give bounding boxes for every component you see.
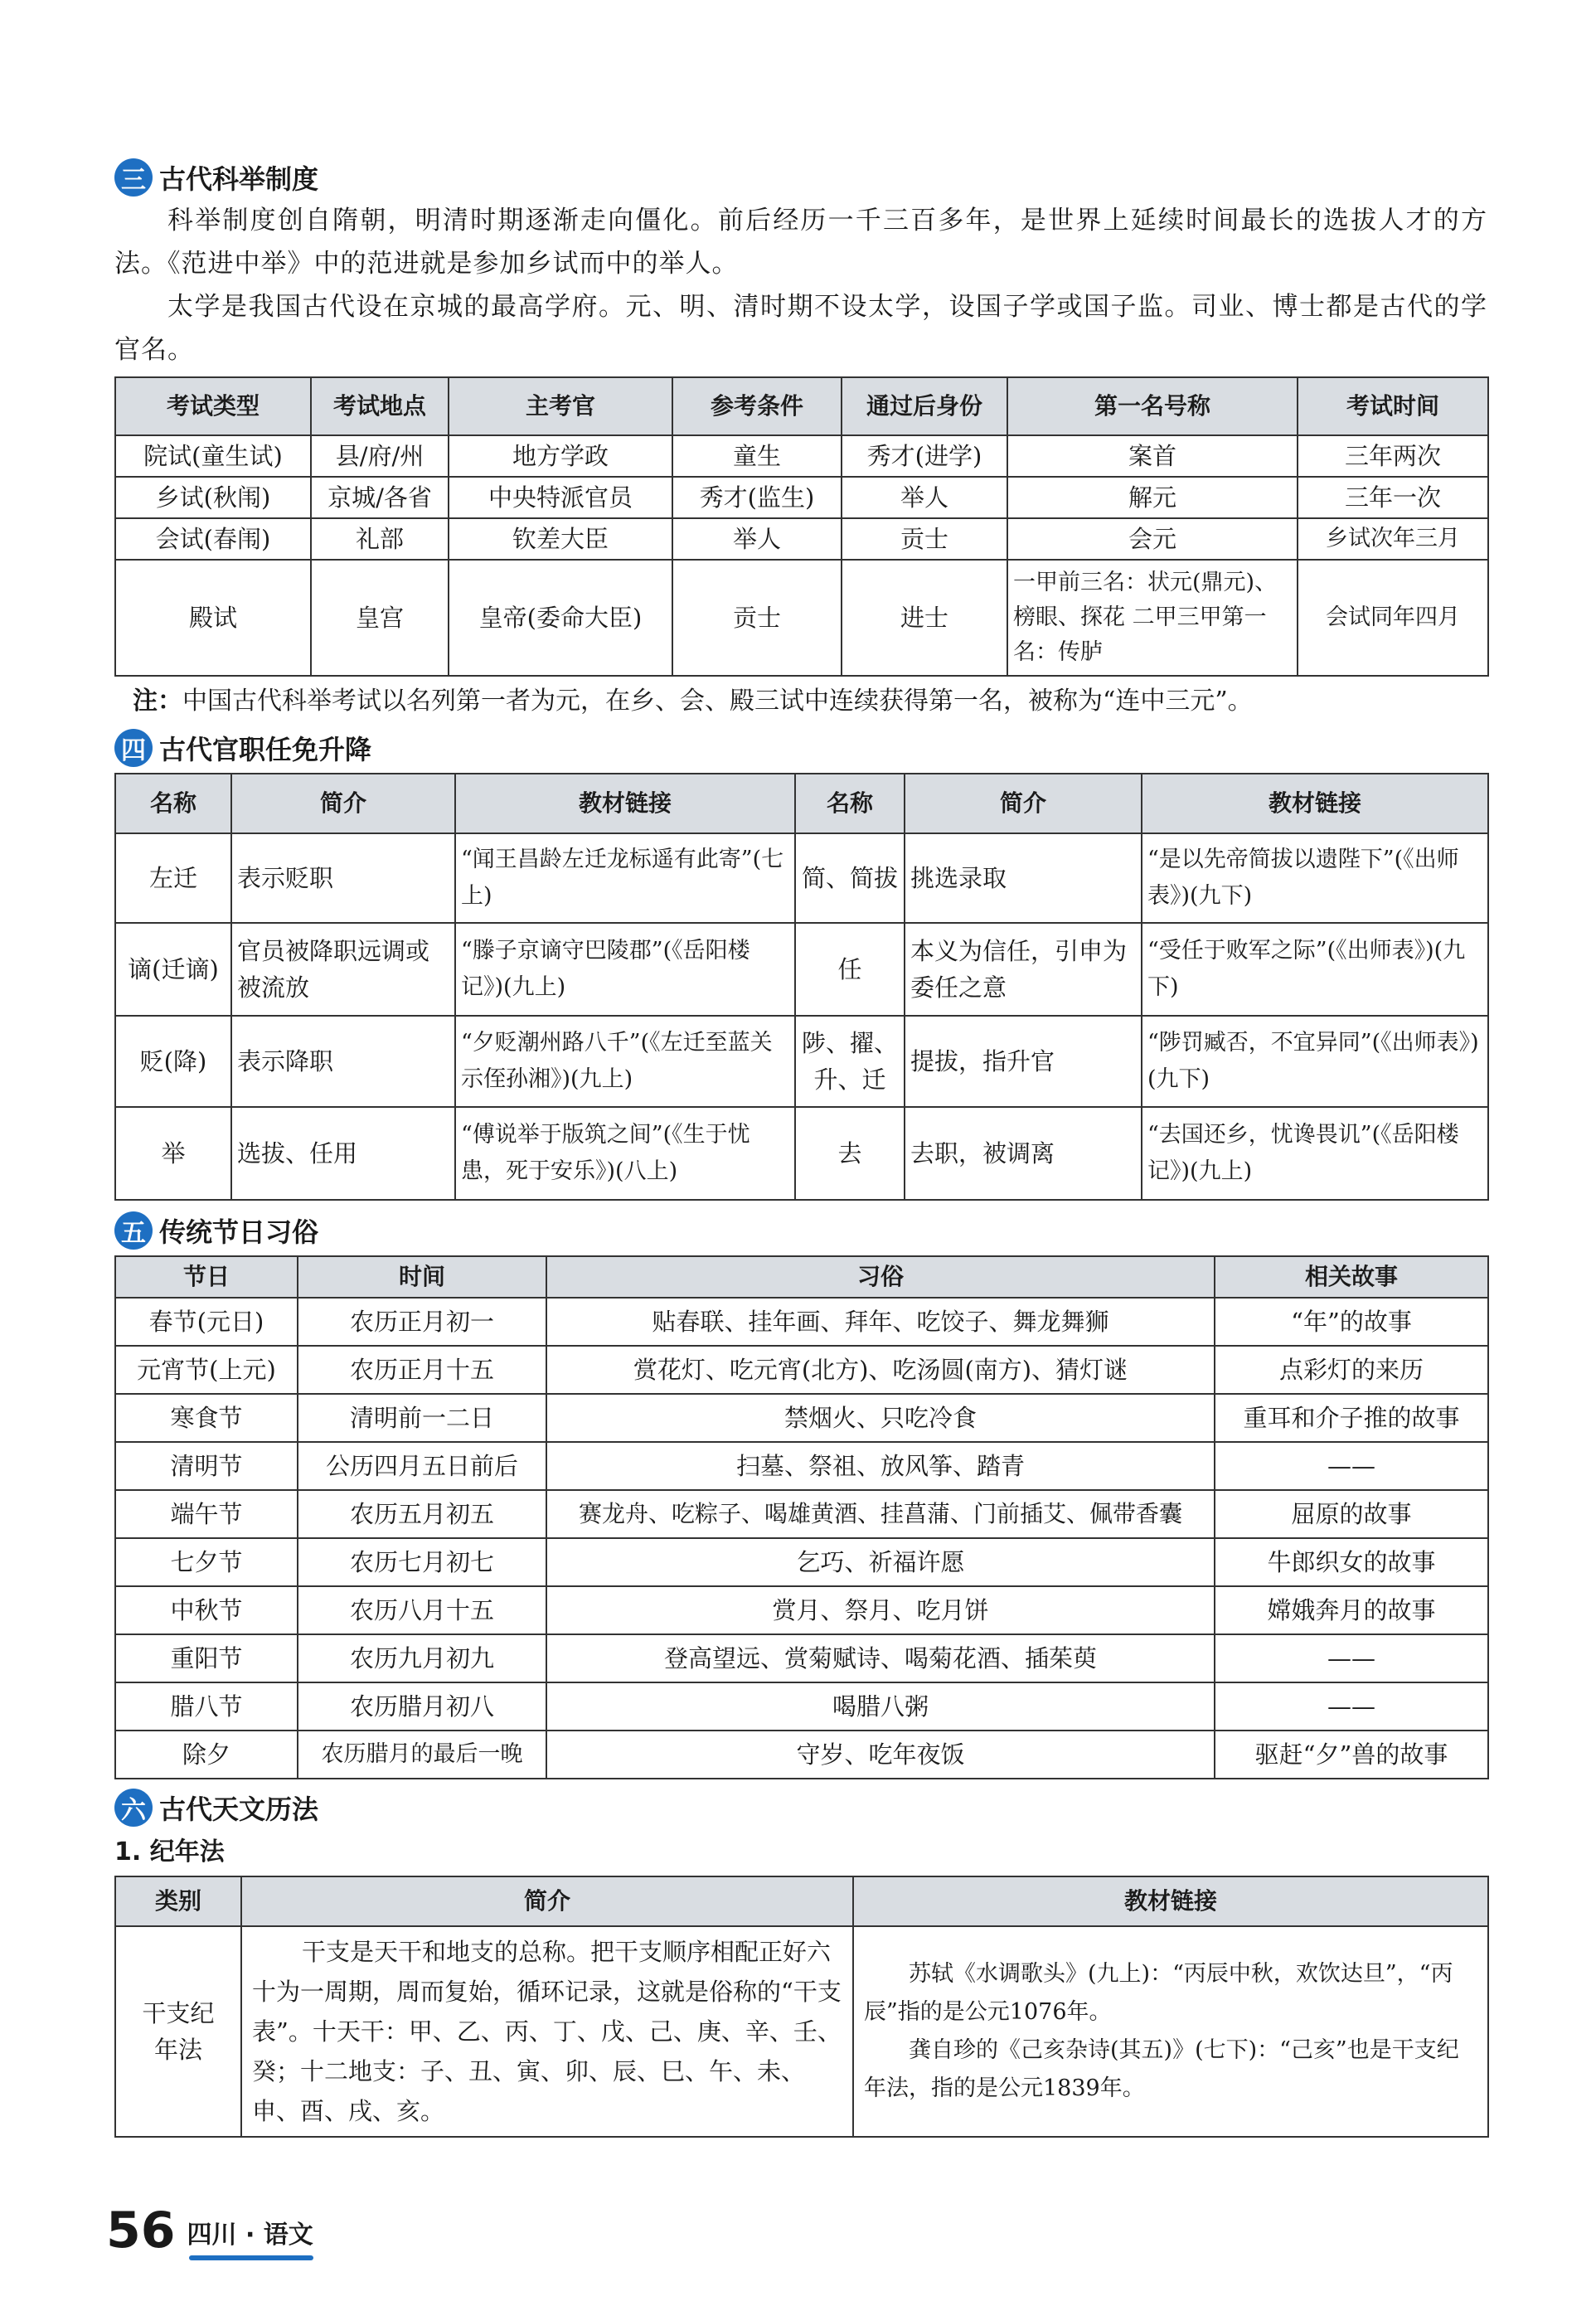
table-row <box>115 560 1488 676</box>
table-row <box>115 1107 1488 1200</box>
table-row <box>115 1538 1488 1586</box>
table-cell: “夕贬潮州路八千”(《左迁至蓝关示侄孙湘》)(九上) <box>455 1016 795 1107</box>
table-cell: 扫墓、祭祖、放风筝、踏青 <box>546 1442 1215 1490</box>
table-cell: 屈原的故事 <box>1215 1490 1488 1538</box>
table-cell: 县/府/州 <box>311 435 449 477</box>
table-row <box>115 1394 1488 1442</box>
table-cell: 皇帝(委命大臣) <box>449 560 672 676</box>
table-row <box>115 1634 1488 1682</box>
table-cell: 贡士 <box>672 560 842 676</box>
table-cell: 春节(元日) <box>115 1298 298 1346</box>
table-cell: 清明前一二日 <box>298 1394 546 1442</box>
table-cell: 京城/各省 <box>311 477 449 518</box>
table-cell: 陟、擢、升、迁 <box>795 1016 905 1107</box>
table-cell: 干支是天干和地支的总称。把干支顺序相配正好六十为一周期，周而复始，循环记录，这就是俗称的“干支表”。十天干：甲、乙、丙、丁、戊、己、庚、辛、壬、癸；十二地支：子、丑、寅、卯、辰、巳、午、未、申、酉、戌、亥。 <box>241 1926 853 2137</box>
section-title: 古代官职任免升降 <box>159 734 372 765</box>
table-cell: 重阳节 <box>115 1634 298 1682</box>
column-header: 名称 <box>115 774 231 833</box>
table-cell: 官员被降职远调或被流放 <box>231 923 455 1016</box>
table-cell: 农历七月初七 <box>298 1538 546 1586</box>
table-cell: 乡试(秋闱) <box>115 477 311 518</box>
table-cell: 殿试 <box>115 560 311 676</box>
subject-label: 四川 · 语文 <box>187 2221 313 2250</box>
table-cell: 礼部 <box>311 518 449 560</box>
table-cell: 钦差大臣 <box>449 518 672 560</box>
table-cell: —— <box>1215 1442 1488 1490</box>
table-row <box>115 1682 1488 1731</box>
table-cell: 重耳和介子推的故事 <box>1215 1394 1488 1442</box>
table-cell: “去国还乡，忧谗畏讥”(《岳阳楼记》)(九上) <box>1142 1107 1488 1200</box>
section-number-badge: 五 <box>114 1211 153 1250</box>
official-table <box>114 773 1489 1201</box>
table-cell: 公历四月五日前后 <box>298 1442 546 1490</box>
table-row <box>115 923 1488 1016</box>
column-header: 简介 <box>231 774 455 833</box>
paragraph: 太学是我国古代设在京城的最高学府。元、明、清时期不设太学，设国子学或国子监。司业、博士都是古代的学官名。 <box>114 292 1487 365</box>
column-header: 第一名号称 <box>1007 377 1298 435</box>
table-cell: 牛郎织女的故事 <box>1215 1538 1488 1586</box>
table-cell: 元宵节(上元) <box>115 1346 298 1394</box>
section-title: 古代天文历法 <box>159 1794 319 1825</box>
footer-divider <box>189 2255 313 2260</box>
table-cell: 去 <box>795 1107 905 1200</box>
table-cell: 秀才(监生) <box>672 477 842 518</box>
column-header: 教材链接 <box>455 774 795 833</box>
table-row <box>115 477 1488 518</box>
section-title: 传统节日习俗 <box>159 1216 319 1248</box>
section-number-badge: 三 <box>114 158 153 197</box>
column-header: 名称 <box>795 774 905 833</box>
table-cell: “傅说举于版筑之间”(《生于忧患，死于安乐》)(八上) <box>455 1107 795 1200</box>
table-cell: 举人 <box>842 477 1007 518</box>
column-header: 参考条件 <box>672 377 842 435</box>
table-cell: 院试(童生试) <box>115 435 311 477</box>
table-cell: 农历五月初五 <box>298 1490 546 1538</box>
table-row <box>115 1926 1488 2137</box>
table-cell: 除夕 <box>115 1731 298 1779</box>
section-number-badge: 六 <box>114 1789 153 1827</box>
textbook-link: 龚自珍的《己亥杂诗(其五)》(七下)：“己亥”也是干支纪年法，指的是公元1839年。 <box>864 2037 1459 2101</box>
table-row <box>115 1016 1488 1107</box>
table-cell: 七夕节 <box>115 1538 298 1586</box>
table-cell: 农历腊月初八 <box>298 1682 546 1731</box>
table-cell: 选拔、任用 <box>231 1107 455 1200</box>
table-cell: 农历八月十五 <box>298 1586 546 1634</box>
column-header: 考试类型 <box>115 377 311 435</box>
table-cell: 简、简拔 <box>795 833 905 923</box>
table-cell: 任 <box>795 923 905 1016</box>
section-header <box>114 1786 1487 1829</box>
table-cell: 三年一次 <box>1298 477 1488 518</box>
table-cell: 守岁、吃年夜饭 <box>546 1731 1215 1779</box>
table-cell: 童生 <box>672 435 842 477</box>
table-cell: 谪(迁谪) <box>115 923 231 1016</box>
table-cell: 举人 <box>672 518 842 560</box>
table-cell: 地方学政 <box>449 435 672 477</box>
table-row <box>115 833 1488 923</box>
table-cell: 中秋节 <box>115 1586 298 1634</box>
section-number-badge: 四 <box>114 729 153 767</box>
table-cell: 点彩灯的来历 <box>1215 1346 1488 1394</box>
table-cell: 寒食节 <box>115 1394 298 1442</box>
column-header: 时间 <box>298 1256 546 1298</box>
column-header: 通过后身份 <box>842 377 1007 435</box>
table-cell: 农历正月十五 <box>298 1346 546 1394</box>
column-header: 节日 <box>115 1256 298 1298</box>
column-header: 教材链接 <box>853 1876 1488 1926</box>
table-cell: 赏花灯、吃元宵(北方)、吃汤圆(南方)、猜灯谜 <box>546 1346 1215 1394</box>
table-row <box>115 1442 1488 1490</box>
column-header: 类别 <box>115 1876 241 1926</box>
exam-table <box>114 376 1489 677</box>
note-text: 中国古代科举考试以名列第一者为元，在乡、会、殿三试中连续获得第一名，被称为“连中三元”。 <box>182 687 1253 716</box>
table-row <box>115 1298 1488 1346</box>
table-cell: 表示贬职 <box>231 833 455 923</box>
table-cell: 会元 <box>1007 518 1298 560</box>
festival-table <box>114 1255 1489 1779</box>
page-footer <box>106 2201 313 2260</box>
table-cell: 一甲前三名：状元(鼎元)、榜眼、探花 二甲三甲第一名：传胪 <box>1007 560 1298 676</box>
table-cell: 中央特派官员 <box>449 477 672 518</box>
table-cell: 会试同年四月 <box>1298 560 1488 676</box>
table-row <box>115 435 1488 477</box>
table-cell: 干支纪年法 <box>115 1926 241 2137</box>
section-title: 古代科举制度 <box>159 163 319 195</box>
table-row <box>115 518 1488 560</box>
table-cell: 去职，被调离 <box>905 1107 1142 1200</box>
section-header <box>114 156 1487 199</box>
table-cell: 提拔，指升官 <box>905 1016 1142 1107</box>
table-cell: 会试(春闱) <box>115 518 311 560</box>
table-cell: 腊八节 <box>115 1682 298 1731</box>
table-cell: 案首 <box>1007 435 1298 477</box>
column-header: 简介 <box>905 774 1142 833</box>
subsection-title: 1. 纪年法 <box>114 1837 225 1867</box>
table-cell: 贡士 <box>842 518 1007 560</box>
table-cell: 喝腊八粥 <box>546 1682 1215 1731</box>
table-cell: “受任于败军之际”(《出师表》)(九下) <box>1142 923 1488 1016</box>
table-row <box>115 1586 1488 1634</box>
column-header: 主考官 <box>449 377 672 435</box>
table-cell: 乡试次年三月 <box>1298 518 1488 560</box>
table-cell: “陟罚臧否，不宜异同”(《出师表》)(九下) <box>1142 1016 1488 1107</box>
note-label: 注： <box>133 687 182 716</box>
table-cell: 赛龙舟、吃粽子、喝雄黄酒、挂菖蒲、门前插艾、佩带香囊 <box>546 1490 1215 1538</box>
page-content <box>114 0 1487 2138</box>
table-cell: 登高望远、赏菊赋诗、喝菊花酒、插茱萸 <box>546 1634 1215 1682</box>
table-cell: 左迁 <box>115 833 231 923</box>
table-cell <box>853 1926 1488 2137</box>
table-row <box>115 1346 1488 1394</box>
table-row <box>115 1731 1488 1779</box>
table-cell: 进士 <box>842 560 1007 676</box>
section-header <box>114 1209 1487 1252</box>
table-cell: 解元 <box>1007 477 1298 518</box>
page-number: 56 <box>106 2201 176 2260</box>
table-cell: 驱赶“夕”兽的故事 <box>1215 1731 1488 1779</box>
table-cell: 禁烟火、只吃冷食 <box>546 1394 1215 1442</box>
table-cell: —— <box>1215 1634 1488 1682</box>
table-note <box>133 680 1487 723</box>
paragraph: 科举制度创自隋朝，明清时期逐渐走向僵化。前后经历一千三百多年，是世界上延续时间最长的选拔人才的方法。《范进中举》中的范进就是参加乡试而中的举人。 <box>114 206 1487 279</box>
table-cell: “闻王昌龄左迁龙标遥有此寄”(七上) <box>455 833 795 923</box>
table-cell: 赏月、祭月、吃月饼 <box>546 1586 1215 1634</box>
table-cell: 乞巧、祈福许愿 <box>546 1538 1215 1586</box>
column-header: 简介 <box>241 1876 853 1926</box>
calendar-table <box>114 1876 1489 2138</box>
table-cell: 三年两次 <box>1298 435 1488 477</box>
table-cell: 举 <box>115 1107 231 1200</box>
table-cell: 农历腊月的最后一晚 <box>298 1731 546 1779</box>
column-header: 考试地点 <box>311 377 449 435</box>
table-cell: “年”的故事 <box>1215 1298 1488 1346</box>
table-cell: 秀才(进学) <box>842 435 1007 477</box>
column-header: 考试时间 <box>1298 377 1488 435</box>
table-cell: 清明节 <box>115 1442 298 1490</box>
table-cell: “是以先帝简拔以遗陛下”(《出师表》)(九下) <box>1142 833 1488 923</box>
table-cell: 贬(降) <box>115 1016 231 1107</box>
column-header: 习俗 <box>546 1256 1215 1298</box>
table-cell: 端午节 <box>115 1490 298 1538</box>
column-header: 教材链接 <box>1142 774 1488 833</box>
section-header <box>114 726 1487 769</box>
table-cell: “滕子京谪守巴陵郡”(《岳阳楼记》)(九上) <box>455 923 795 1016</box>
table-cell: 贴春联、挂年画、拜年、吃饺子、舞龙舞狮 <box>546 1298 1215 1346</box>
textbook-link: 苏轼《水调歌头》(九上)：“丙辰中秋，欢饮达旦”，“丙辰”指的是公元1076年。 <box>864 1961 1453 2025</box>
table-cell: 嫦娥奔月的故事 <box>1215 1586 1488 1634</box>
table-cell: 农历正月初一 <box>298 1298 546 1346</box>
table-cell: 本义为信任，引申为委任之意 <box>905 923 1142 1016</box>
table-row <box>115 1490 1488 1538</box>
table-cell: 皇宫 <box>311 560 449 676</box>
table-cell: 挑选录取 <box>905 833 1142 923</box>
table-cell: —— <box>1215 1682 1488 1731</box>
column-header: 相关故事 <box>1215 1256 1488 1298</box>
table-cell: 表示降职 <box>231 1016 455 1107</box>
table-cell: 农历九月初九 <box>298 1634 546 1682</box>
